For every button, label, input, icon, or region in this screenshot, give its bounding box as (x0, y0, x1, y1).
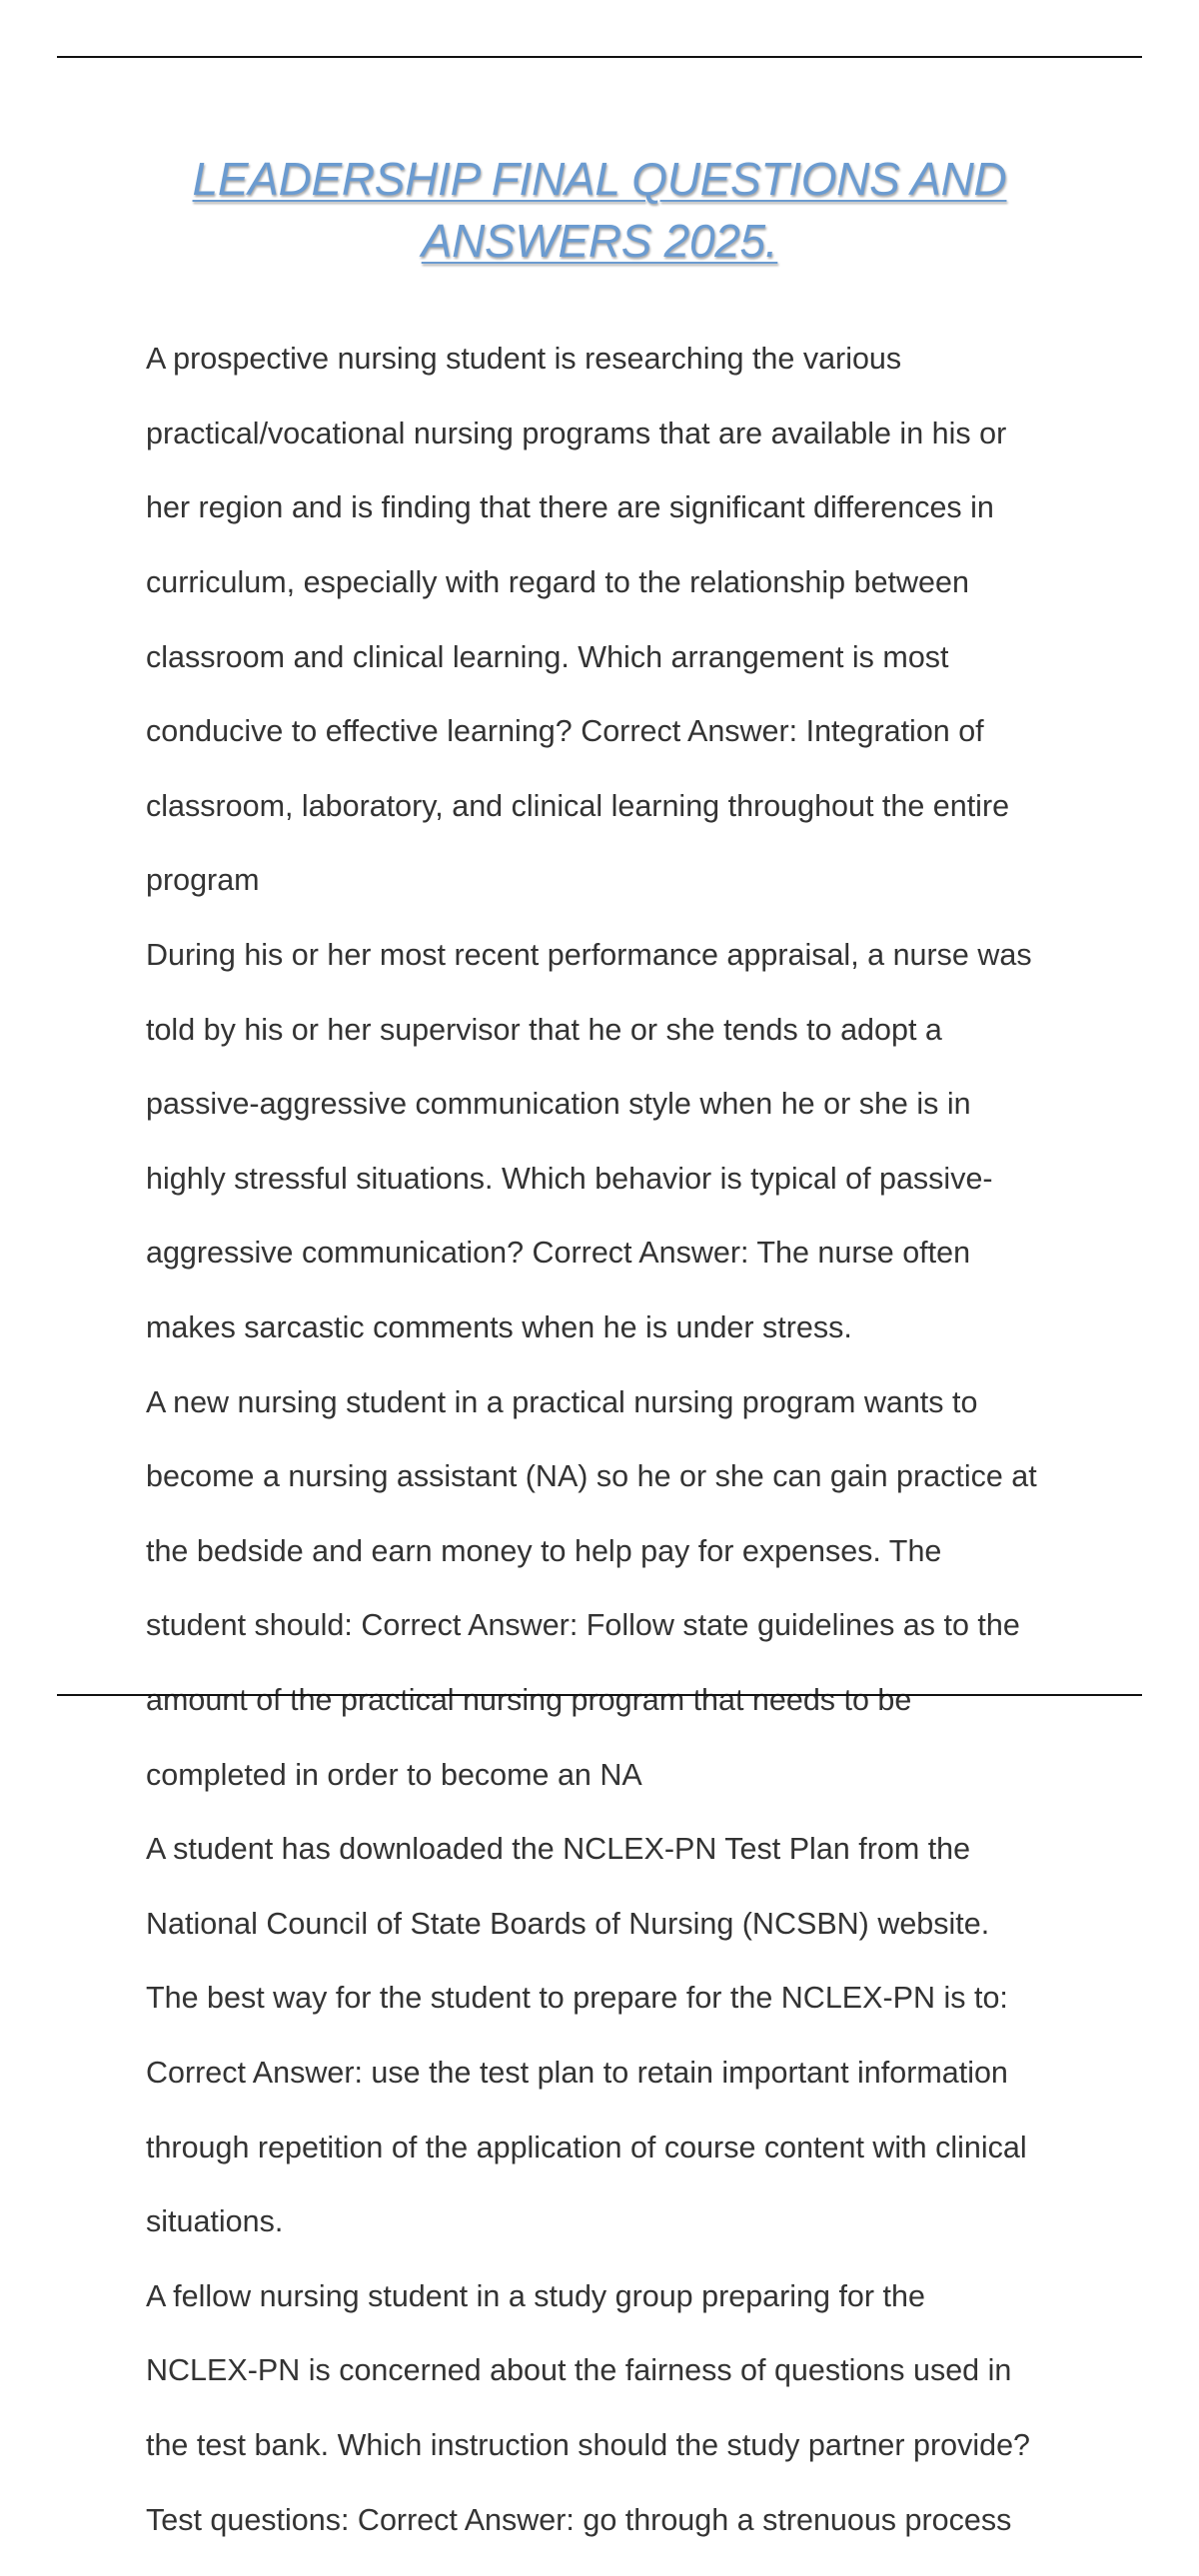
body-line: told by his or her supervisor that he or she tends to adopt a (146, 1012, 942, 1047)
body-line: classroom and clinical learning. Which arrangement is most (146, 639, 949, 674)
top-rule (57, 56, 1142, 58)
bottom-rule (57, 1694, 1142, 1696)
body-line: completed in order to become an NA (146, 1757, 642, 1792)
body-line: her region and is finding that there are significant differences in (146, 490, 994, 525)
body-line: passive-aggressive communication style when he or she is in (146, 1087, 971, 1122)
body-line: A prospective nursing student is researching the various (146, 342, 902, 377)
body-line: A new nursing student in a practical nursing program wants to (146, 1384, 978, 1419)
document-title (60, 148, 1139, 272)
body-line: Test questions: Correct Answer: go through a strenuous process (146, 2502, 1012, 2537)
body-line: NCLEX-PN is concerned about the fairness of questions used in (146, 2353, 1012, 2388)
body-line: During his or her most recent performance appraisal, a nurse was (146, 938, 1032, 973)
body-line: become a nursing assistant (NA) so he or she can gain practice at (146, 1459, 1037, 1494)
body-line: practical/vocational nursing programs that are available in his or (146, 416, 1007, 450)
body-line: conducive to effective learning? Correct Answer: Integration of (146, 714, 984, 749)
body-line: amount of the practical nursing program that needs to be (146, 1682, 912, 1717)
body-line: program (146, 863, 260, 898)
body-line: highly stressful situations. Which behavior is typical of passive- (146, 1161, 993, 1196)
body-line: aggressive communication? Correct Answer: The nurse often (146, 1236, 971, 1271)
body-line: Correct Answer: use the test plan to retain important information (146, 2055, 1008, 2090)
body-line: the bedside and earn money to help pay for expenses. The (146, 1533, 942, 1568)
body-line: through repetition of the application of course content with clinical (146, 2130, 1027, 2164)
title-line-2: ANSWERS 2025. (421, 215, 778, 267)
title-line-1: LEADERSHIP FINAL QUESTIONS AND (192, 153, 1007, 205)
body-line: classroom, laboratory, and clinical learning throughout the entire (146, 788, 1010, 823)
body-line: curriculum, especially with regard to the relationship between (146, 565, 969, 600)
body-line: makes sarcastic comments when he is under stress. (146, 1310, 852, 1345)
body-line: student should: Correct Answer: Follow state guidelines as to the (146, 1608, 1020, 1643)
body-line: situations. (146, 2204, 284, 2239)
body-line: A student has downloaded the NCLEX-PN Test Plan from the (146, 1832, 971, 1867)
body-line: The best way for the student to prepare for the NCLEX-PN is to: (146, 1981, 1008, 2016)
body-line: National Council of State Boards of Nursing (NCSBN) website. (146, 1906, 990, 1941)
body-line: the test bank. Which instruction should the study partner provide? (146, 2427, 1030, 2462)
document-body (146, 304, 1095, 2576)
body-line: A fellow nursing student in a study group preparing for the (146, 2278, 925, 2313)
